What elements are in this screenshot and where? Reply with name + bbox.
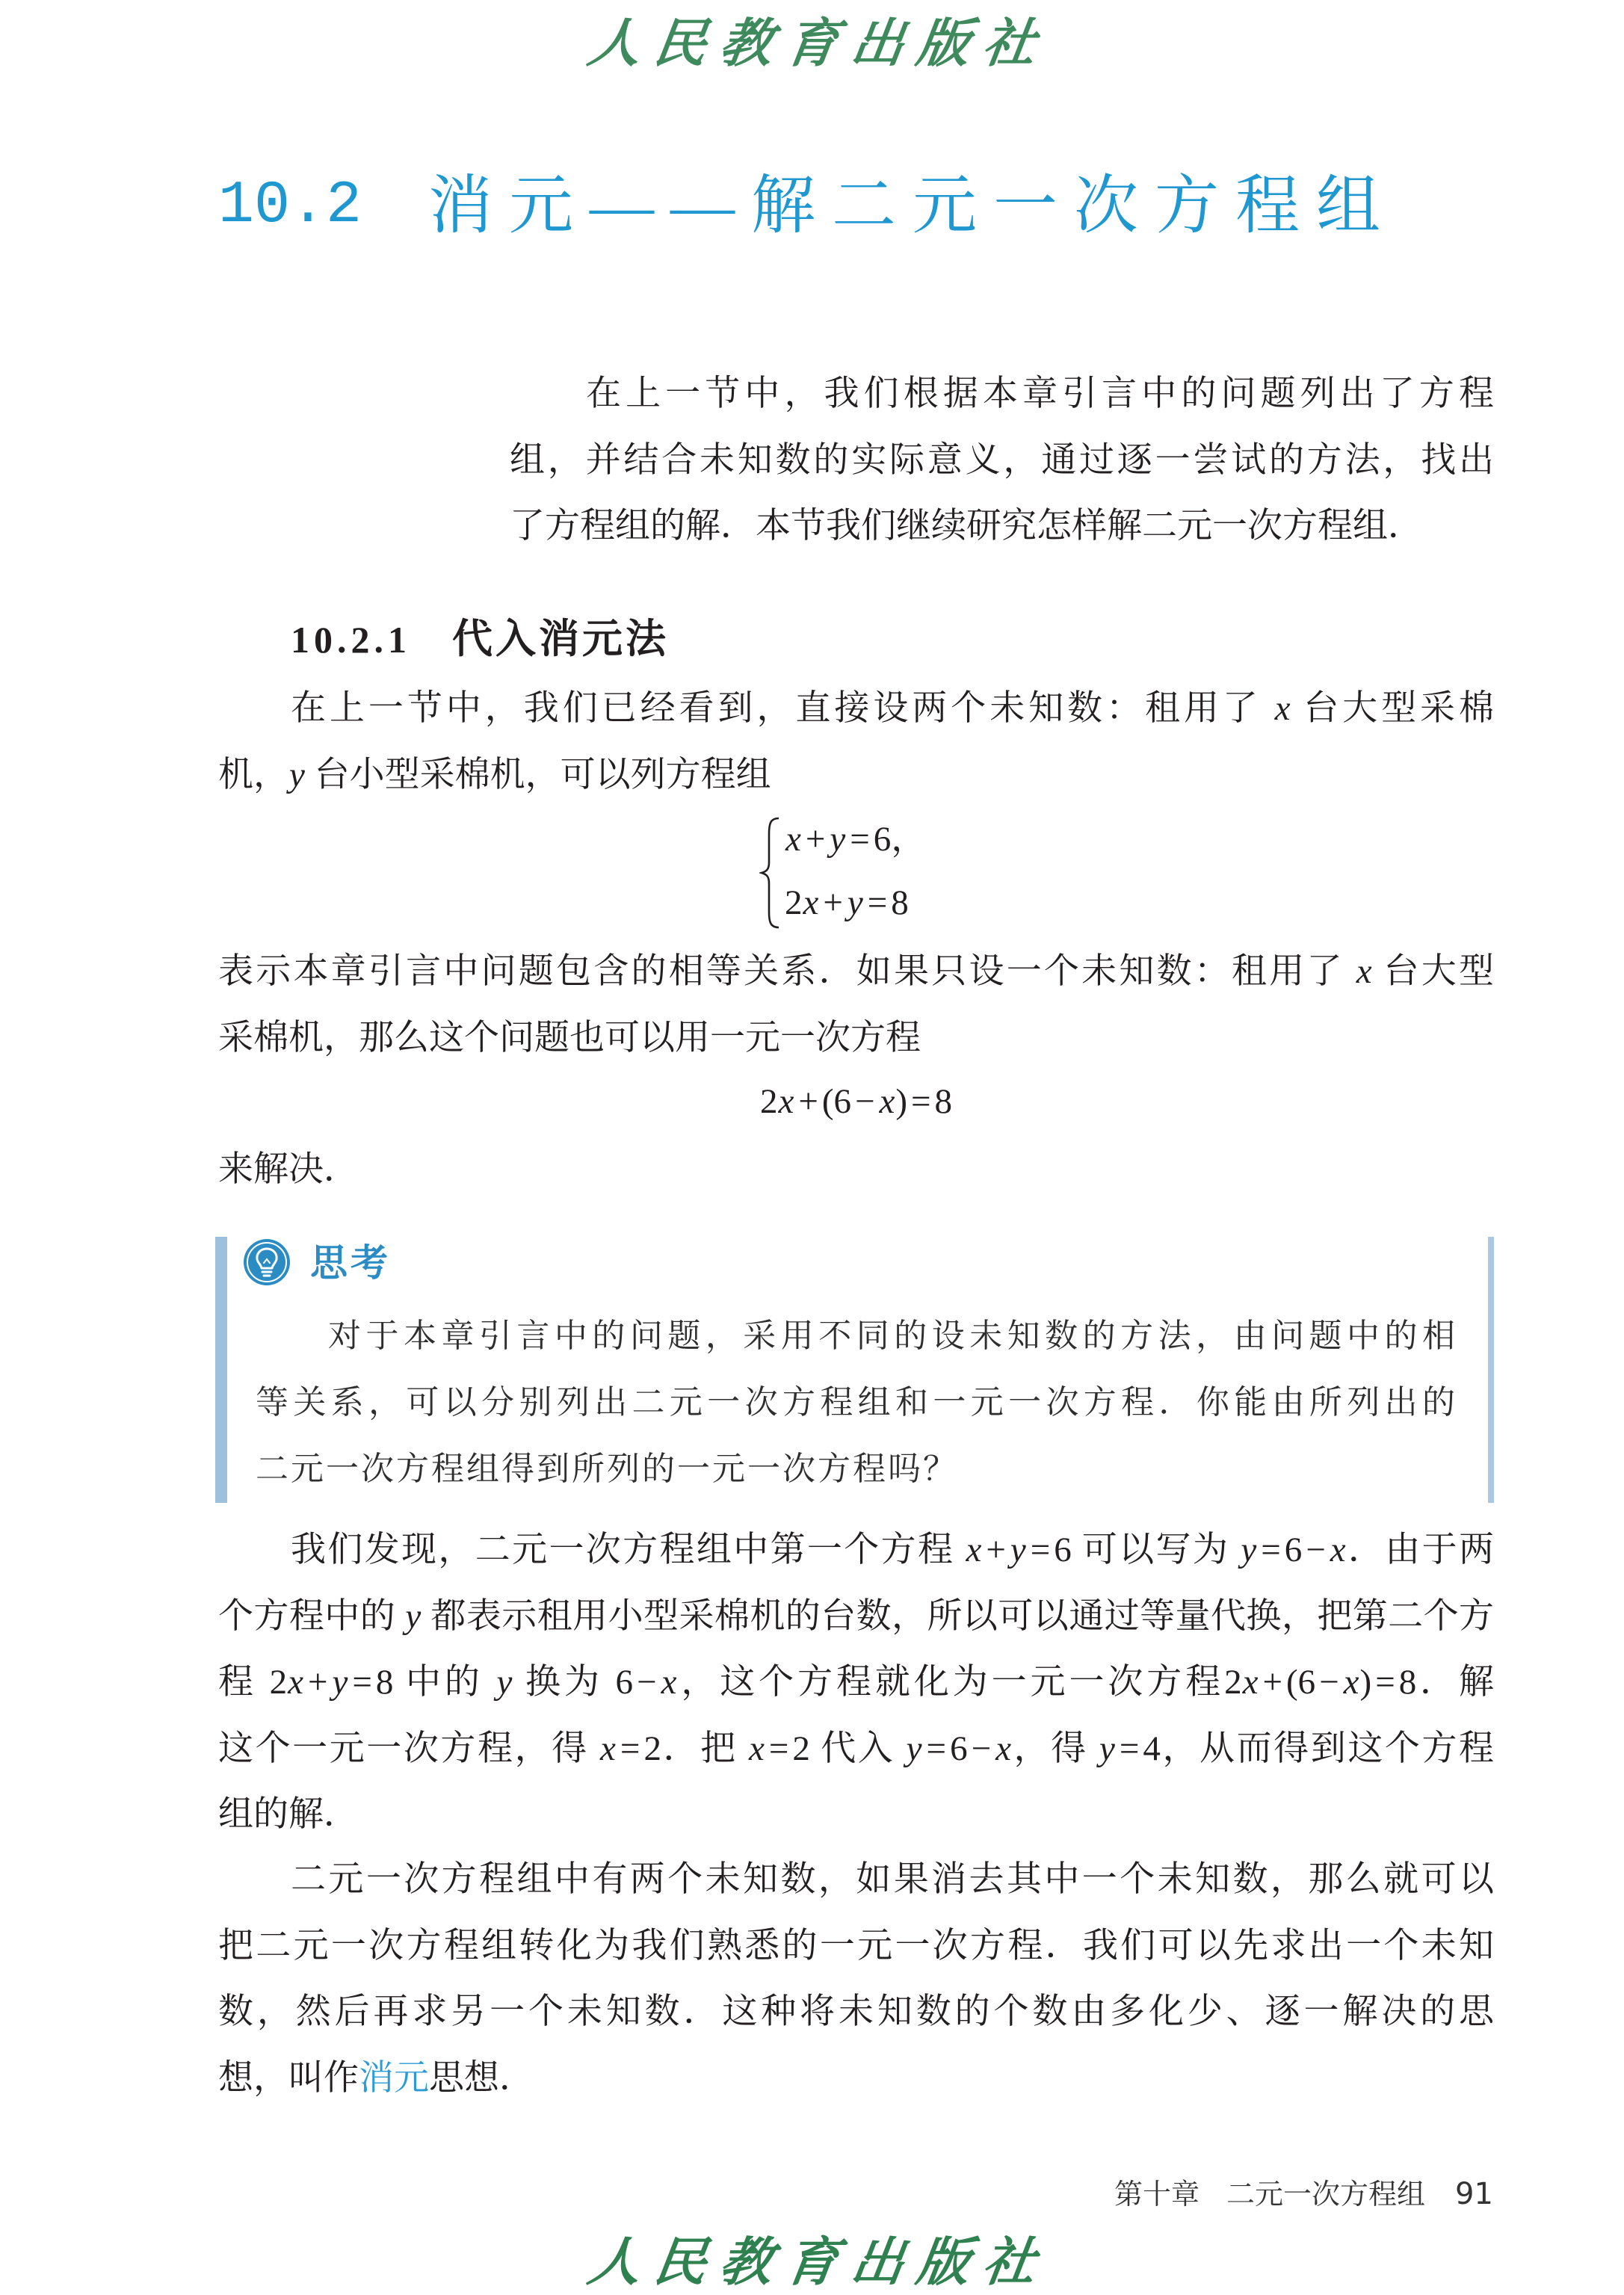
math-variable: x — [785, 820, 801, 859]
paragraph-line: 数，然后再求另一个未知数．这种将未知数的个数由多化少、逐一解决的思 — [218, 1992, 1494, 2031]
math-operator: + — [805, 820, 826, 859]
math-variable: x — [803, 883, 819, 922]
paragraph — [218, 1517, 1494, 1848]
math-variable: x — [879, 1082, 895, 1121]
math-operator: = — [850, 820, 870, 859]
think-box — [215, 1237, 1494, 1503]
key-term: 消元 — [359, 2058, 429, 2098]
math-variable: x — [966, 1530, 982, 1569]
paragraph-line: 采棉机，那么这个问题也可以用一元一次方程 — [218, 1018, 921, 1057]
subsection-title: 代入消元法 — [452, 615, 669, 662]
paragraph-line: 程 2x + y = 8 中的 y 换为 6 − x，这个方程就化为一元一次方程2x + (6 − x) = 8．解 — [218, 1663, 1494, 1702]
math-variable: y — [1099, 1729, 1115, 1768]
paragraph — [218, 1137, 1494, 1203]
equation-system-brace — [759, 816, 782, 930]
math-variable: y — [847, 883, 863, 922]
math-variable: y — [1241, 1530, 1257, 1569]
math-variable: x — [995, 1729, 1011, 1768]
equation-line: x + y = 6， — [785, 820, 927, 859]
section-number: 10.2 — [218, 172, 362, 240]
math-operator: = — [1261, 1530, 1281, 1569]
math-variable: x — [1356, 952, 1372, 991]
math-operator: = — [620, 1729, 640, 1768]
math-operator: − — [971, 1729, 992, 1768]
math-variable: y — [496, 1663, 513, 1702]
think-box-line: 等关系，可以分别列出二元一次方程组和一元一次方程．你能由所列出的 — [256, 1384, 1457, 1421]
think-box-title: 思考 — [310, 1241, 391, 1285]
paragraph-line: 这个一元一次方程，得 x = 2．把 x = 2 代入 y = 6 − x，得 y = 4，从而得到这个方程 — [218, 1729, 1494, 1768]
math-operator: = — [1030, 1530, 1051, 1569]
subsection-number: 10.2.1 — [291, 619, 411, 661]
math-operator: − — [854, 1082, 875, 1121]
math-variable: y — [332, 1663, 348, 1702]
footer-chapter-title: 二元一次方程组 — [1226, 2179, 1426, 2211]
math-variable: x — [748, 1729, 765, 1768]
math-operator: = — [867, 883, 888, 922]
publisher-logo-bottom: 人民教育出版社 — [584, 2231, 1054, 2293]
math-operator: + — [986, 1530, 1006, 1569]
math-variable: y — [289, 755, 305, 794]
math-variable: y — [405, 1596, 422, 1636]
page-footer — [1114, 2173, 1493, 2215]
math-variable: x — [1242, 1663, 1259, 1702]
paragraph — [218, 939, 1494, 1071]
math-variable: x — [288, 1663, 303, 1702]
line-text: 思想． — [429, 2058, 534, 2098]
publisher-logo-top: 人民教育出版社 — [584, 12, 1054, 74]
math-variable: x — [778, 1082, 794, 1121]
paragraph-line: 在上一节中，我们根据本章引言中的问题列出了方程 — [586, 374, 1494, 413]
think-box-line: 二元一次方程组得到所列的一元一次方程吗？ — [256, 1451, 958, 1487]
paragraph-line: 在上一节中，我们已经看到，直接设两个未知数：租用了 x 台大型采棉 — [291, 689, 1494, 728]
display-equation: 2x + (6 − x) = 8 — [759, 1082, 953, 1121]
subsection-heading — [291, 606, 669, 672]
math-operator: − — [637, 1663, 657, 1702]
math-variable: y — [906, 1729, 922, 1768]
think-box-body — [256, 1303, 1457, 1502]
math-operator: = — [352, 1663, 372, 1702]
paragraph-line: 了方程组的解．本节我们继续研究怎样解二元一次方程组． — [510, 507, 1423, 546]
think-box-right-bar — [1488, 1237, 1494, 1503]
math-variable: y — [1010, 1530, 1026, 1569]
paragraph-line: 组的解． — [218, 1795, 359, 1834]
math-variable: y — [830, 820, 846, 859]
paragraph — [218, 1847, 1494, 2111]
math-variable: x — [1330, 1530, 1346, 1569]
page-number: 91 — [1455, 2177, 1493, 2211]
line-text: 想，叫作 — [218, 2058, 359, 2098]
math-operator: + — [307, 1663, 328, 1702]
math-variable: x — [1274, 689, 1291, 728]
math-variable: x — [1343, 1663, 1359, 1702]
think-box-line: 对于本章引言中的问题，采用不同的设未知数的方法，由问题中的相 — [328, 1318, 1457, 1354]
math-operator: + — [823, 883, 843, 922]
paragraph-line: 把二元一次方程组转化为我们熟悉的一元一次方程．我们可以先求出一个未知 — [218, 1926, 1494, 1965]
math-variable: x — [600, 1729, 616, 1768]
lightbulb-icon — [243, 1238, 291, 1286]
section-title: 消元——解二元一次方程组 — [428, 170, 1397, 241]
paragraph-line: 来解决． — [218, 1150, 359, 1189]
math-operator: − — [1306, 1530, 1326, 1569]
math-operator: = — [911, 1082, 931, 1121]
paragraph — [218, 676, 1494, 808]
intro-paragraph — [510, 361, 1494, 560]
paragraph-line: 表示本章引言中问题包含的相等关系．如果只设一个未知数：租用了 x 台大型 — [218, 952, 1494, 991]
math-operator: + — [1262, 1663, 1282, 1702]
paragraph-line: 二元一次方程组中有两个未知数，如果消去其中一个未知数，那么就可以 — [291, 1860, 1494, 1899]
equation-system — [785, 808, 926, 935]
math-variable: x — [661, 1663, 677, 1702]
paragraph-line — [218, 2045, 1494, 2112]
equation-line: 2x + y = 8 — [785, 883, 909, 922]
math-operator: − — [1319, 1663, 1339, 1702]
math-operator: = — [768, 1729, 789, 1768]
math-operator: = — [926, 1729, 947, 1768]
math-operator: = — [1119, 1729, 1140, 1768]
math-operator: = — [1375, 1663, 1395, 1702]
paragraph-line: 个方程中的 y 都表示租用小型采棉机的台数，所以可以通过等量代换，把第二个方 — [218, 1596, 1494, 1636]
think-box-left-bar — [215, 1237, 227, 1503]
paragraph-line: 机，y 台小型采棉机，可以列方程组 — [218, 755, 771, 794]
paragraph-line: 组，并结合未知数的实际意义，通过逐一尝试的方法，找出 — [510, 440, 1494, 480]
math-operator: + — [798, 1082, 818, 1121]
paragraph-line: 我们发现，二元一次方程组中第一个方程 x + y = 6 可以写为 y = 6 − x．由于两 — [291, 1530, 1494, 1569]
footer-chapter: 第十章 — [1114, 2179, 1200, 2211]
